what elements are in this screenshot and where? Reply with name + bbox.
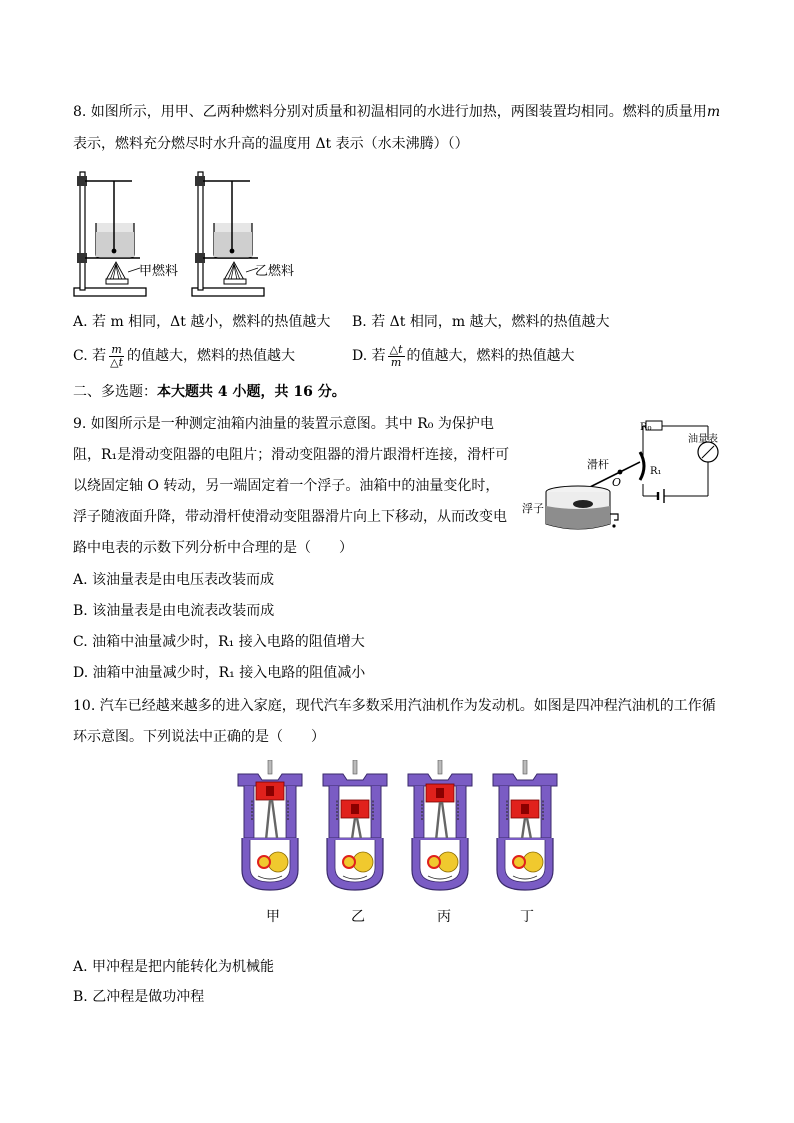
q9-stem-line4: 浮子随液面升降，带动滑杆使滑动变阻器滑片向上下移动，从而改变电 <box>73 509 507 525</box>
q8-stem-text: 8. 如图所示，用甲、乙两种燃料分别对质量和初温相同的水进行加热，两图装置均相同。燃料的质量用 <box>73 104 707 120</box>
engine-ding <box>493 760 557 890</box>
section-2-header <box>73 382 346 402</box>
q8-option-c-suffix: 的值越大，燃料的热值越大 <box>127 348 296 364</box>
q8-apparatus-a <box>72 168 182 300</box>
q9-option-d[interactable]: D. 油箱中油量减少时，R₁ 接入电路的阻值减小 <box>73 665 366 681</box>
engine-jia <box>238 760 302 890</box>
q8-stem-line2: 表示，燃料充分燃尽时水升高的温度用 Δt 表示（水未沸腾）（） <box>73 136 469 152</box>
engine-yi <box>323 760 387 890</box>
q8-stem-line1 <box>73 102 720 122</box>
q9-option-a[interactable]: A. 该油量表是由电压表改装而成 <box>73 572 275 588</box>
engine-bing <box>408 760 472 890</box>
q9-r1-label: R₁ <box>650 466 662 477</box>
q9-option-b[interactable]: B. 该油量表是由电流表改装而成 <box>73 603 275 619</box>
q8-option-c[interactable] <box>73 342 295 370</box>
q8-option-c-numerator: m <box>111 342 122 356</box>
q10-caption-ding: 丁 <box>520 909 534 925</box>
q10-engine-diagrams <box>234 760 564 900</box>
q9-float-label: 浮子 <box>522 502 544 515</box>
q8-option-d-prefix: D. 若 <box>352 348 386 364</box>
q8-fuel-b-label: 乙燃料 <box>255 264 295 279</box>
section-2-desc: 本大题共 4 小题，共 16 分。 <box>157 384 346 400</box>
q8-option-c-fraction <box>108 344 125 369</box>
q9-stem-line1: 9. 如图所示是一种测定油箱内油量的装置示意图。其中 R₀ 为保护电 <box>73 416 494 432</box>
q8-option-b[interactable]: B. 若 Δt 相同，m 越大，燃料的热值越大 <box>352 314 610 330</box>
q8-apparatus-b <box>190 168 300 300</box>
q10-option-b[interactable]: B. 乙冲程是做功冲程 <box>73 989 205 1005</box>
q9-r0-label: R₀ <box>640 422 652 433</box>
q8-option-d-fraction <box>388 344 405 369</box>
q8-option-c-prefix: C. 若 <box>73 348 107 364</box>
q10-stem-line2: 环示意图。下列说法中正确的是（ ） <box>73 729 325 745</box>
q9-stem-line3: 以绕固定轴 O 转动，另一端固定着一个浮子。油箱中的油量变化时， <box>73 478 500 494</box>
q8-option-d-suffix: 的值越大，燃料的热值越大 <box>406 348 575 364</box>
q9-pivot-label: O <box>612 476 622 489</box>
q9-option-c[interactable]: C. 油箱中油量减少时，R₁ 接入电路的阻值增大 <box>73 634 365 650</box>
q10-caption-jia: 甲 <box>266 909 280 925</box>
q8-fuel-a-label: 甲燃料 <box>139 264 179 279</box>
q8-option-a[interactable]: A. 若 m 相同，Δt 越小，燃料的热值越大 <box>73 314 331 330</box>
q8-option-d-numerator: △t <box>389 342 403 356</box>
q10-caption-yi: 乙 <box>351 909 365 925</box>
q10-stem-line1: 10. 汽车已经越来越多的进入家庭，现代汽车多数采用汽油机作为发动机。如图是四冲程汽油机的工作循 <box>73 698 716 714</box>
q8-option-d[interactable] <box>352 342 575 370</box>
q8-option-c-denominator: △t <box>110 355 124 369</box>
q9-stem-line2: 阻，R₁是滑动变阻器的电阻片；滑动变阻器的滑片跟滑杆连接，滑杆可 <box>73 447 510 463</box>
q10-option-a[interactable]: A. 甲冲程是把内能转化为机械能 <box>73 959 275 975</box>
q8-mass-symbol: m <box>706 104 721 120</box>
q9-rod-label: 滑杆 <box>587 458 609 471</box>
q10-caption-bing: 丙 <box>437 909 451 925</box>
q9-meter-label: 油量表 <box>688 434 718 445</box>
q9-stem-line5: 路中电表的示数下列分析中合理的是（ ） <box>73 540 353 556</box>
section-2-label: 二、多选题： <box>73 384 157 400</box>
q8-option-d-denominator: m <box>390 355 402 369</box>
engine-diagrams-svg <box>234 760 564 900</box>
